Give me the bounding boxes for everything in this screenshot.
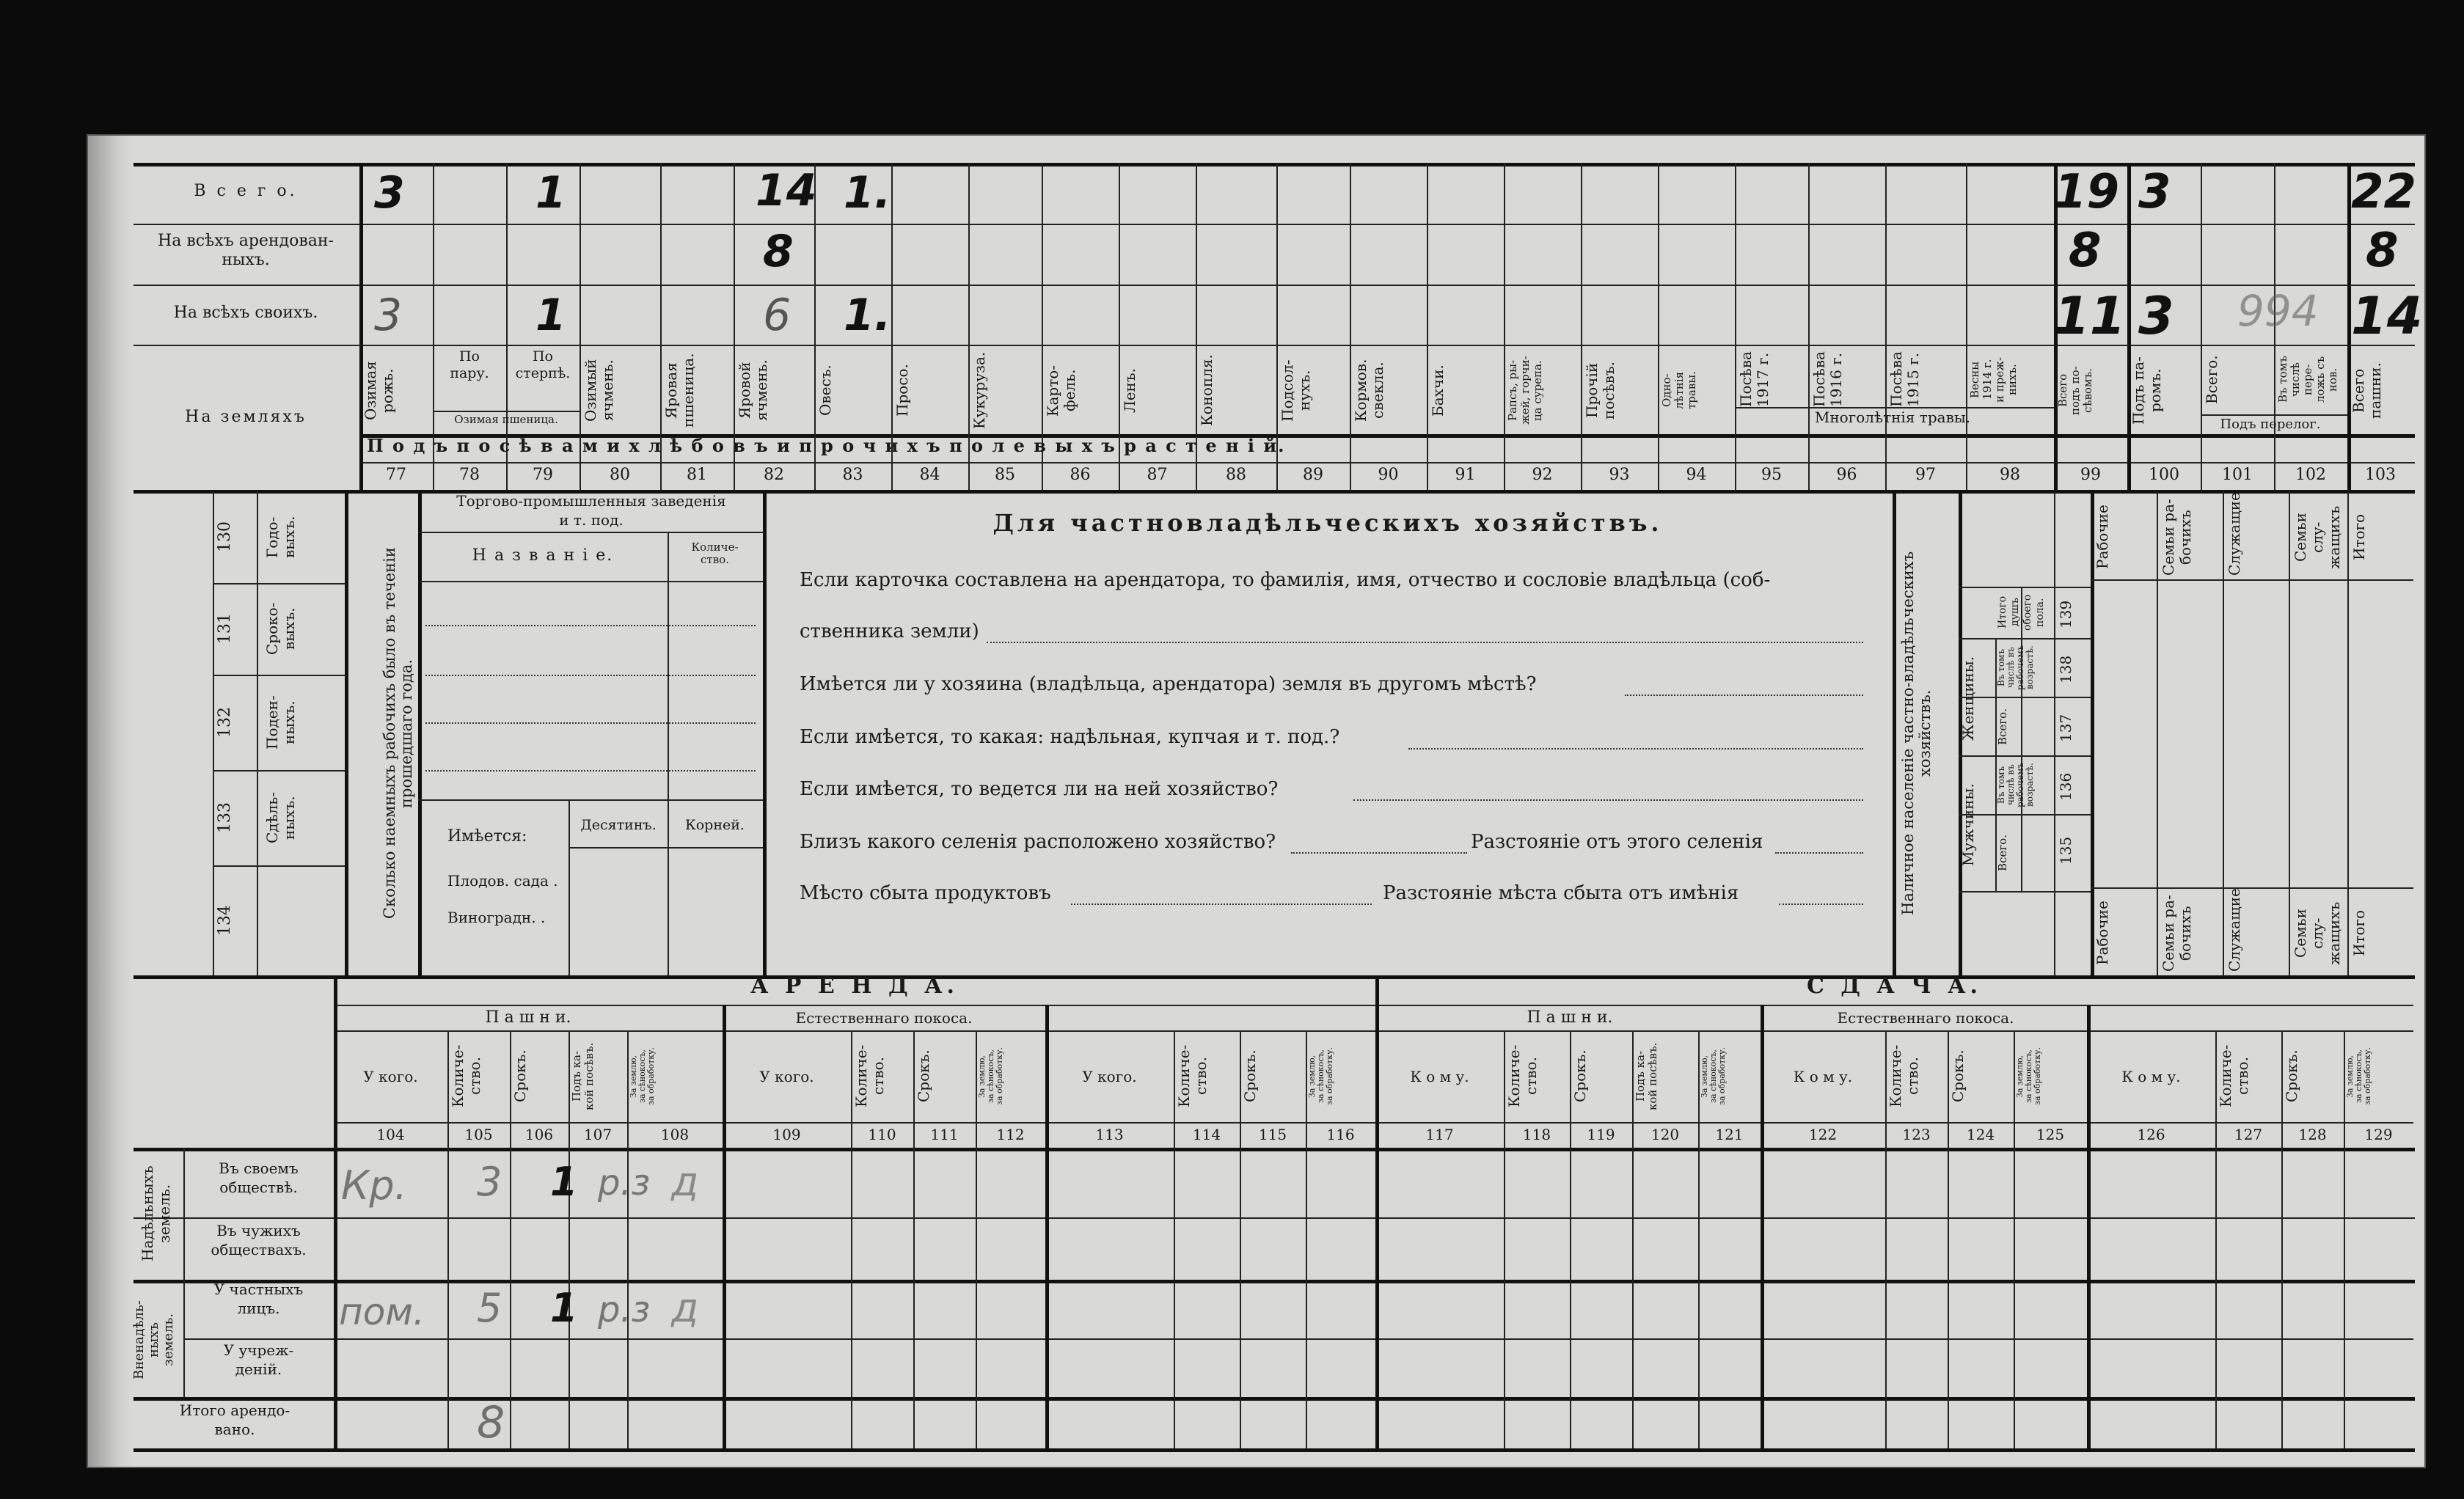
col-number: 78 — [459, 466, 480, 484]
dessiatin-header: Десятинъ. — [580, 817, 657, 833]
col-header-label: Посѣва 1916 г. — [1810, 351, 1845, 408]
staff-category-label: Семьи слу- жащихъ — [2292, 505, 2343, 569]
lease-col-header: За землю, за сѣнокосъ, за обработку. — [2345, 1047, 2372, 1106]
group-line — [2201, 414, 2347, 416]
col-number: 95 — [1761, 466, 1782, 484]
lease-col-header: У кого. — [1082, 1068, 1137, 1085]
private-farms-title: Для частновладѣльческихъ хозяйствъ. — [992, 509, 1663, 537]
col-number: 90 — [1378, 466, 1399, 484]
lease-col-header: Срокъ. — [1571, 1049, 1589, 1103]
hired-workers-label: Сколько наемныхъ рабочихъ было въ теченіи прошедшаго года. — [381, 547, 415, 920]
lease-col-header: Срокъ. — [2283, 1049, 2300, 1103]
row-label-on-lands: На земляхъ — [185, 408, 307, 426]
staff-category-label: Семьи ра- бочихъ — [2160, 895, 2194, 972]
question-other-land: Имѣется ли у хозяина (владѣльца, арендатора) земля въ другомъ мѣстѣ? — [800, 673, 1537, 695]
col-header-label: Весны 1914 г. и преж- нихъ. — [1968, 356, 2019, 403]
col-header-label: Посѣва 1915 г. — [1887, 351, 1922, 408]
hired-row-label: Сроко- выхъ. — [263, 602, 298, 656]
question-farming: Если имѣется, то ведется ли на ней хозяйство? — [800, 778, 1279, 800]
col-number: 102 — [2295, 466, 2326, 484]
lease-col-header: У кого. — [759, 1068, 814, 1085]
lease-col-number: 128 — [2298, 1126, 2327, 1143]
staff-category-label: Служащие — [2226, 492, 2243, 576]
hw-total-83: 1. — [844, 167, 891, 219]
hired-row-number: 133 — [216, 802, 234, 833]
col-header-label: Посѣва 1917 г. — [1737, 351, 1772, 408]
lease-col-header: Срокъ. — [511, 1049, 529, 1103]
hw-own-99: 11 — [2054, 286, 2126, 346]
arenda-title: А Р Е Н Д А. — [750, 973, 959, 999]
hw-rented-82: 8 — [763, 226, 794, 277]
col-number: 91 — [1455, 466, 1476, 484]
hired-row-number: 130 — [216, 521, 234, 553]
col-number: 98 — [2000, 466, 2020, 484]
lease-col-number: 117 — [1425, 1126, 1454, 1143]
col-136-num: 136 — [2057, 772, 2074, 801]
hw-own-103: 14 — [2351, 286, 2423, 346]
lease-col-number: 105 — [464, 1126, 493, 1143]
col-number: 93 — [1609, 466, 1630, 484]
lease-col-number: 119 — [1587, 1126, 1615, 1143]
col-header-label: Подсол- нухъ. — [1279, 359, 1313, 422]
group-line — [433, 411, 580, 412]
men-total-label: Всего. — [1996, 835, 2009, 871]
col-header-label: Карто- фель. — [1044, 364, 1078, 417]
hw-total-79: 1 — [535, 167, 566, 219]
col-138-num: 138 — [2057, 655, 2074, 683]
col-header-label: Прочій посѣвъ. — [1583, 362, 1617, 419]
row-institutions: У учреж- деній. — [223, 1341, 294, 1378]
col-number: 88 — [1226, 466, 1246, 484]
lease-col-header: К о м у. — [1410, 1068, 1469, 1085]
hired-row-label: Поден- ныхъ. — [263, 695, 298, 750]
hw-r1-who: Кр. — [341, 1162, 407, 1209]
has-label: Имѣется: — [447, 827, 527, 846]
lease-col-number: 124 — [1966, 1126, 1995, 1143]
col-header-label: Просо. — [893, 364, 911, 417]
population-label: Наличное населеніе частно-владѣльческихъ хозяйствъ. — [1899, 551, 1934, 916]
sowing-banner: П о д ъ п о с ѣ в а м и х л ѣ б о в ъ и п р о ч и х ъ п о л е в ы х ъ р а с т е н і й. — [367, 436, 1286, 455]
col-divider — [506, 163, 508, 411]
col-divider — [2201, 163, 2202, 490]
staff-category-label: Итого — [2350, 513, 2368, 561]
col-number: 82 — [764, 466, 784, 484]
lease-col-header: У кого. — [363, 1068, 418, 1085]
lease-col-number: 112 — [996, 1126, 1025, 1143]
staff-category-label: Рабочие — [2094, 901, 2111, 966]
hw-r1-crop: р.з — [598, 1162, 651, 1203]
hw-own-82: 6 — [763, 290, 792, 341]
lease-col-header: Подъ ка- кой посѣвъ. — [570, 1042, 596, 1110]
question-market-distance: Разстояніе мѣста сбыта отъ имѣнія — [1383, 882, 1739, 904]
col-number: 80 — [610, 466, 630, 484]
lease-col-number: 120 — [1650, 1126, 1680, 1143]
vineyards-label: Виноградн. . — [447, 909, 546, 926]
trade-title: Торгово-промышленныя заведенія и т. под. — [456, 492, 726, 529]
lease-col-number: 114 — [1192, 1126, 1221, 1143]
hw-r1-pay: д — [671, 1159, 699, 1205]
row-label-total: В с е г о. — [194, 182, 298, 200]
row-private-persons: У частныхъ лицъ. — [213, 1280, 304, 1317]
row-label-own: На всѣхъ своихъ. — [173, 304, 318, 322]
col-139-num: 139 — [2057, 600, 2074, 628]
question-owner-1: Если карточка составлена на арендатора, то фамилія, имя, отчество и сословіе владѣльца (соб- — [800, 569, 1771, 591]
hw-own-79: 1 — [535, 290, 566, 341]
lease-col-number: 111 — [930, 1126, 959, 1143]
col-header-label: Кукуруза. — [970, 351, 988, 430]
lease-col-header: Количе- ство. — [1175, 1044, 1210, 1108]
hired-row-number: 134 — [216, 905, 234, 936]
lease-col-number: 115 — [1258, 1126, 1287, 1143]
lease-col-header: Срокъ. — [1241, 1049, 1259, 1103]
non-allotment-lands-label: Вненадѣль- ныхъ земель. — [131, 1300, 176, 1379]
col-header-label: Озимая рожь. — [362, 361, 396, 420]
row-own-community: Въ своемъ обществѣ. — [219, 1159, 299, 1196]
col-divider — [2289, 491, 2290, 975]
total-souls-label: Итого душъ обоего пола. — [1997, 594, 2046, 631]
staff-category-label: Семьи ра- бочихъ — [2160, 499, 2194, 576]
lease-col-header: К о м у. — [2121, 1068, 2181, 1085]
hw-r3-pay: д — [671, 1285, 699, 1331]
hw-total-leased-qty: 8 — [477, 1397, 505, 1448]
col-header-label: Кормов. свекла. — [1352, 359, 1386, 422]
staff-category-label: Итого — [2350, 909, 2368, 957]
lease-col-number: 123 — [1902, 1126, 1931, 1143]
lease-col-number: 125 — [2036, 1126, 2065, 1143]
hw-total-103: 22 — [2351, 165, 2417, 219]
hw-own-83: 1. — [844, 290, 891, 341]
lease-col-header: За землю, за сѣнокосъ, за обработку. — [977, 1047, 1004, 1106]
hw-r3-who: пом. — [339, 1291, 425, 1333]
col-number: 92 — [1532, 466, 1553, 484]
lease-col-number: 127 — [2234, 1126, 2263, 1143]
lease-col-header: К о м у. — [1793, 1068, 1853, 1085]
arenda-pashni: П а ш н и. — [485, 1008, 571, 1027]
lease-col-number: 109 — [772, 1126, 801, 1143]
col-number: 86 — [1070, 466, 1091, 484]
hired-row-number: 132 — [216, 707, 234, 738]
hw-rented-99: 8 — [2069, 224, 2102, 278]
women-total-label: Всего. — [1996, 708, 2009, 745]
hw-total-77: 3 — [374, 167, 405, 219]
col-header-label: Въ томъ числѣ пере- ложь съ нов. — [2276, 356, 2339, 403]
col-number: 77 — [386, 466, 406, 484]
col-header-label: Всего. — [2203, 355, 2220, 404]
row-label-rented: На всѣхъ арендован- ныхъ. — [158, 232, 334, 269]
col-135-num: 135 — [2057, 836, 2074, 865]
lease-col-number: 110 — [868, 1126, 896, 1143]
col-number: 83 — [842, 466, 863, 484]
allotment-lands-label: Надѣльныхъ земель. — [139, 1165, 173, 1262]
winter-wheat-group-label: Озимая пшеница. — [454, 413, 558, 426]
hw-own-77: 3 — [374, 290, 403, 341]
col-header-label: Конопля. — [1198, 354, 1215, 427]
col-header-label: Подъ па- ромъ. — [2130, 356, 2164, 425]
row-other-communities: Въ чужихъ обществахъ. — [211, 1222, 307, 1258]
col-number: 97 — [1915, 466, 1936, 484]
staff-category-label: Служащие — [2226, 888, 2243, 972]
col-header-label: Овесъ. — [816, 364, 834, 417]
arenda-pokos: Естественнаго покоса. — [795, 1009, 973, 1027]
lease-col-header: За землю, за сѣнокосъ, за обработку. — [629, 1047, 656, 1106]
lease-col-header: Подъ ка- кой посѣвъ. — [1634, 1042, 1659, 1110]
hw-r1-qty: 3 — [477, 1159, 502, 1205]
col-divider — [2157, 491, 2158, 975]
lease-col-number: 108 — [660, 1126, 690, 1143]
lease-col-header: За землю, за сѣнокосъ, за обработку. — [1700, 1047, 1727, 1106]
lease-col-number: 113 — [1095, 1126, 1124, 1143]
col-header-label: По стерпѣ. — [515, 348, 571, 381]
col-header-label: Бахчи. — [1429, 364, 1447, 417]
lease-col-header: За землю, за сѣнокосъ, за обработку. — [1307, 1047, 1334, 1106]
staff-category-label: Рабочие — [2094, 505, 2111, 570]
orchards-label: Плодов. сада . — [447, 872, 558, 890]
book-binding — [88, 136, 132, 1467]
col-number: 103 — [2365, 466, 2396, 484]
hired-row-number: 131 — [216, 613, 234, 645]
hw-own-100: 3 — [2138, 286, 2174, 346]
col-137-num: 137 — [2057, 714, 2074, 742]
col-header-label: Ленъ. — [1121, 368, 1138, 413]
sdacha-title: С Д А Ч А. — [1806, 973, 1983, 999]
perennial-grass-group-label: Многолѣтнія травы. — [1814, 408, 1971, 426]
sdacha-pashni: П а ш н и. — [1527, 1008, 1613, 1027]
hw-r3-crop: р.з — [598, 1289, 651, 1330]
lease-col-header: Срокъ. — [915, 1049, 932, 1103]
hw-r3-term: 1 — [550, 1285, 578, 1331]
col-divider — [2223, 491, 2224, 975]
trade-qty-header: Количе- ство. — [691, 540, 739, 566]
lease-col-number: 107 — [583, 1126, 613, 1143]
col-header-label: Одно- лѣтнія травы. — [1660, 371, 1698, 410]
col-number: 79 — [533, 466, 553, 484]
lease-col-header: За землю, за сѣнокосъ, за обработку. — [2015, 1047, 2042, 1106]
hired-row-label: Сдѣль- ныхъ. — [263, 791, 298, 844]
women-working-label: Въ томъ числѣ въ рабочемъ возрастѣ. — [1996, 645, 2035, 691]
men-working-label: Въ томъ числѣ въ рабочемъ возрастѣ. — [1996, 762, 2035, 808]
row-total-leased: Итого арендо- вано. — [179, 1401, 290, 1438]
question-village-distance: Разстояніе отъ этого селенія — [1471, 831, 1763, 853]
col-header-label: Рапсъ, ры- жей, горчи- ца сурепа. — [1506, 356, 1544, 425]
trade-name-header: Н а з в а н і е. — [472, 546, 614, 565]
col-number: 84 — [919, 466, 940, 484]
question-land-type: Если имѣется, то какая: надѣльная, купчая и т. под.? — [800, 726, 1340, 748]
staff-category-label: Семьи слу- жащихъ — [2292, 901, 2343, 965]
col-number: 99 — [2080, 466, 2101, 484]
col-number: 94 — [1686, 466, 1707, 484]
lease-col-header: Срокъ. — [1949, 1049, 1967, 1103]
col-number: 89 — [1303, 466, 1323, 484]
lease-col-number: 126 — [2137, 1126, 2165, 1143]
lease-col-header: Количе- ство. — [2217, 1044, 2251, 1108]
hw-total-100: 3 — [2138, 165, 2171, 219]
men-label: Мужчины. — [1959, 783, 1977, 867]
col-number: 96 — [1836, 466, 1857, 484]
col-header-label: Озимый ячмень. — [582, 359, 616, 422]
col-number: 100 — [2149, 466, 2179, 484]
lease-col-number: 121 — [1715, 1126, 1744, 1143]
hired-row-label: Годо- выхъ. — [263, 516, 298, 559]
col-header-label: Всего подъ по- сѣвомъ. — [2056, 366, 2094, 415]
col-number: 101 — [2222, 466, 2253, 484]
lease-col-header: Количе- ство. — [852, 1044, 887, 1108]
hw-rented-103: 8 — [2366, 224, 2399, 278]
hw-total-82: 14 — [756, 165, 817, 216]
col-number: 81 — [687, 466, 707, 484]
sdacha-pokos: Естественнаго покоса. — [1837, 1009, 2014, 1027]
lease-col-number: 104 — [376, 1126, 405, 1143]
lease-col-number: 106 — [524, 1126, 554, 1143]
col-number: 87 — [1147, 466, 1168, 484]
lease-col-number: 118 — [1522, 1126, 1551, 1143]
lease-col-header: Количе- ство. — [1505, 1044, 1540, 1108]
lease-col-number: 129 — [2364, 1126, 2393, 1143]
col-header-label: Яровой ячмень. — [736, 359, 770, 422]
question-owner-2: ственника земли) — [800, 620, 979, 642]
lease-col-header: Количе- ство. — [449, 1044, 483, 1108]
col-number: 85 — [995, 466, 1015, 484]
col-header-label: Всего пашни. — [2350, 362, 2384, 419]
hw-r1-term: 1 — [550, 1159, 578, 1205]
lease-col-number: 122 — [1808, 1126, 1838, 1143]
hw-r3-qty: 5 — [477, 1285, 502, 1331]
col-header-label: Яровая пшеница. — [662, 353, 697, 428]
question-market: Мѣсто сбыта продуктовъ — [800, 882, 1051, 904]
hw-total-99: 19 — [2054, 165, 2120, 219]
col-header-label: По пару. — [450, 348, 489, 381]
women-label: Женщины. — [1959, 656, 1977, 741]
question-near-village: Близъ какого селенія расположено хозяйство? — [800, 831, 1276, 853]
lease-col-header: Количе- ство. — [1887, 1044, 1921, 1108]
lease-col-number: 116 — [1326, 1126, 1355, 1143]
hw-own-101-102: 994 — [2237, 286, 2319, 336]
fallow-group-label: Подъ перелог. — [2220, 417, 2321, 432]
roots-header: Корней. — [685, 817, 745, 833]
col-divider — [2347, 491, 2349, 975]
